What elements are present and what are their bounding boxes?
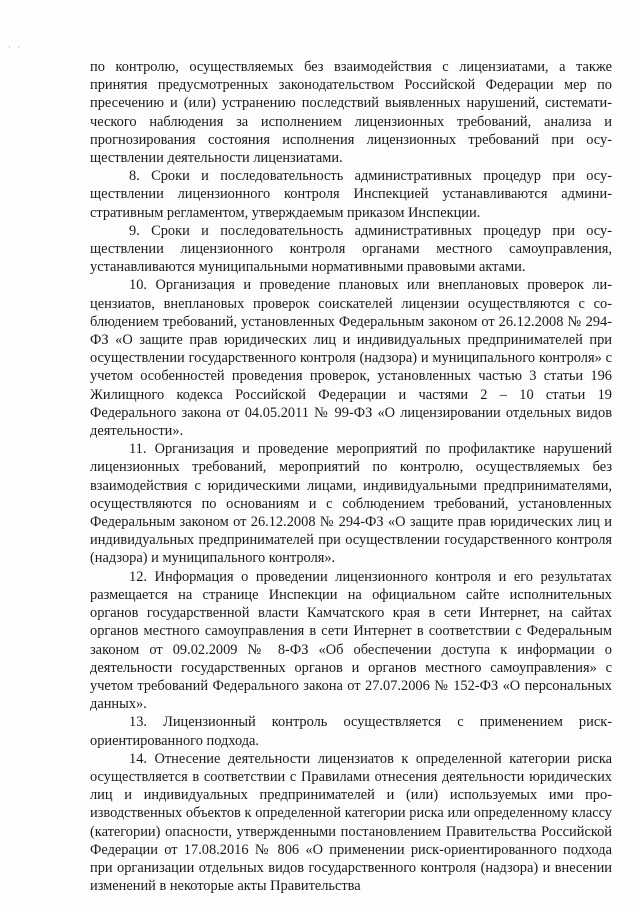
- paragraph-9: 9. Сроки и последовательность административных процедур при осуществлении лицензионного контроля органами местного самоуправления, устанавливаются муниципальными нормативными правовыми актами.: [90, 222, 612, 276]
- paragraph-continuation: по контролю, осуществляемых без взаимодействия с лицензиатами, а также принятия предусмотренных законодательством Российской Федерации мер по пресечению и (или) устранению последствий выявленных нарушений, систематического наблюдения за исполнением лицензионных требований, анализа и прогнозирования состояния исполнения лицензионных требований при осуществлении деятельности лицензиатами.: [90, 59, 612, 167]
- paragraph-14: 14. Отнесение деятельности лицензиатов к определенной категории риска осуществляется в соответствии с Правилами отнесения деятельности юридических лиц и индивидуальных предпринимателей и (или) используемых ими производственных объектов к определенной категории риска или определенному классу (категории) опасности, утвержденными постановлением Правительства Российской Федерации от 17.08.2016 № 806 «О применении риск-ориентированного подхода при организации отдельных видов государственного контроля (надзора) и внесении изменений в некоторые акты Правительства: [90, 750, 612, 895]
- paragraph-11: 11. Организация и проведение мероприятий по профилактике нарушений лицензионных требований, мероприятий по контролю, осуществляемых без взаимодействия с юридическими лицами, индивидуальными предпринимателями, осуществляются по основаниям и с соблюдением требований, установленных Федеральным законом от 26.12.2008 № 294-ФЗ «О защите прав юридических лиц и индивидуальных предпринимателей при осуществлении государственного контроля (надзора) и муниципального контроля».: [90, 441, 612, 567]
- paragraph-10: 10. Организация и проведение плановых или внеплановых проверок лицензиатов, внеплановых проверок соискателей лицензии осуществляются с соблюдением требований, установленных Федеральным законом от 26.12.2008 № 294-ФЗ «О защите прав юридических лиц и индивидуальных предпринимателей при осуществлении государственного контроля (надзора) и муниципального контроля» с учетом особенностей проведения проверок, установленных частью 3 статьи 196 Жилищного кодекса Российской Федерации и частями 2 – 10 статьи 19 Федерального закона от 04.05.2011 № 99-ФЗ «О лицензировании отдельных видов деятельности».: [90, 277, 612, 440]
- document-body: [90, 58, 612, 895]
- paragraph-12: 12. Информация о проведении лицензионного контроля и его результатах размещается на странице Инспекции на официальном сайте исполнительных органов государственной власти Камчатского края в сети Интернет, на сайтах органов местного самоуправления в сети Интернет в соответствии с Федеральным законом от 09.02.2009 № 8-ФЗ «Об обеспечении доступа к информации о деятельности государственных органов и органов местного самоуправления» с учетом требований Федерального закона от 27.07.2006 № 152-ФЗ «О персональных данных».: [90, 568, 612, 713]
- paragraph-13: 13. Лицензионный контроль осуществляется с применением риск-ориентированного подхода.: [90, 714, 612, 749]
- paragraph-8: 8. Сроки и последовательность административных процедур при осуществлении лицензионного контроля Инспекцией устанавливаются административным регламентом, утверждаемым приказом Инспекции.: [90, 168, 612, 221]
- scan-marks: · ·: [8, 42, 23, 52]
